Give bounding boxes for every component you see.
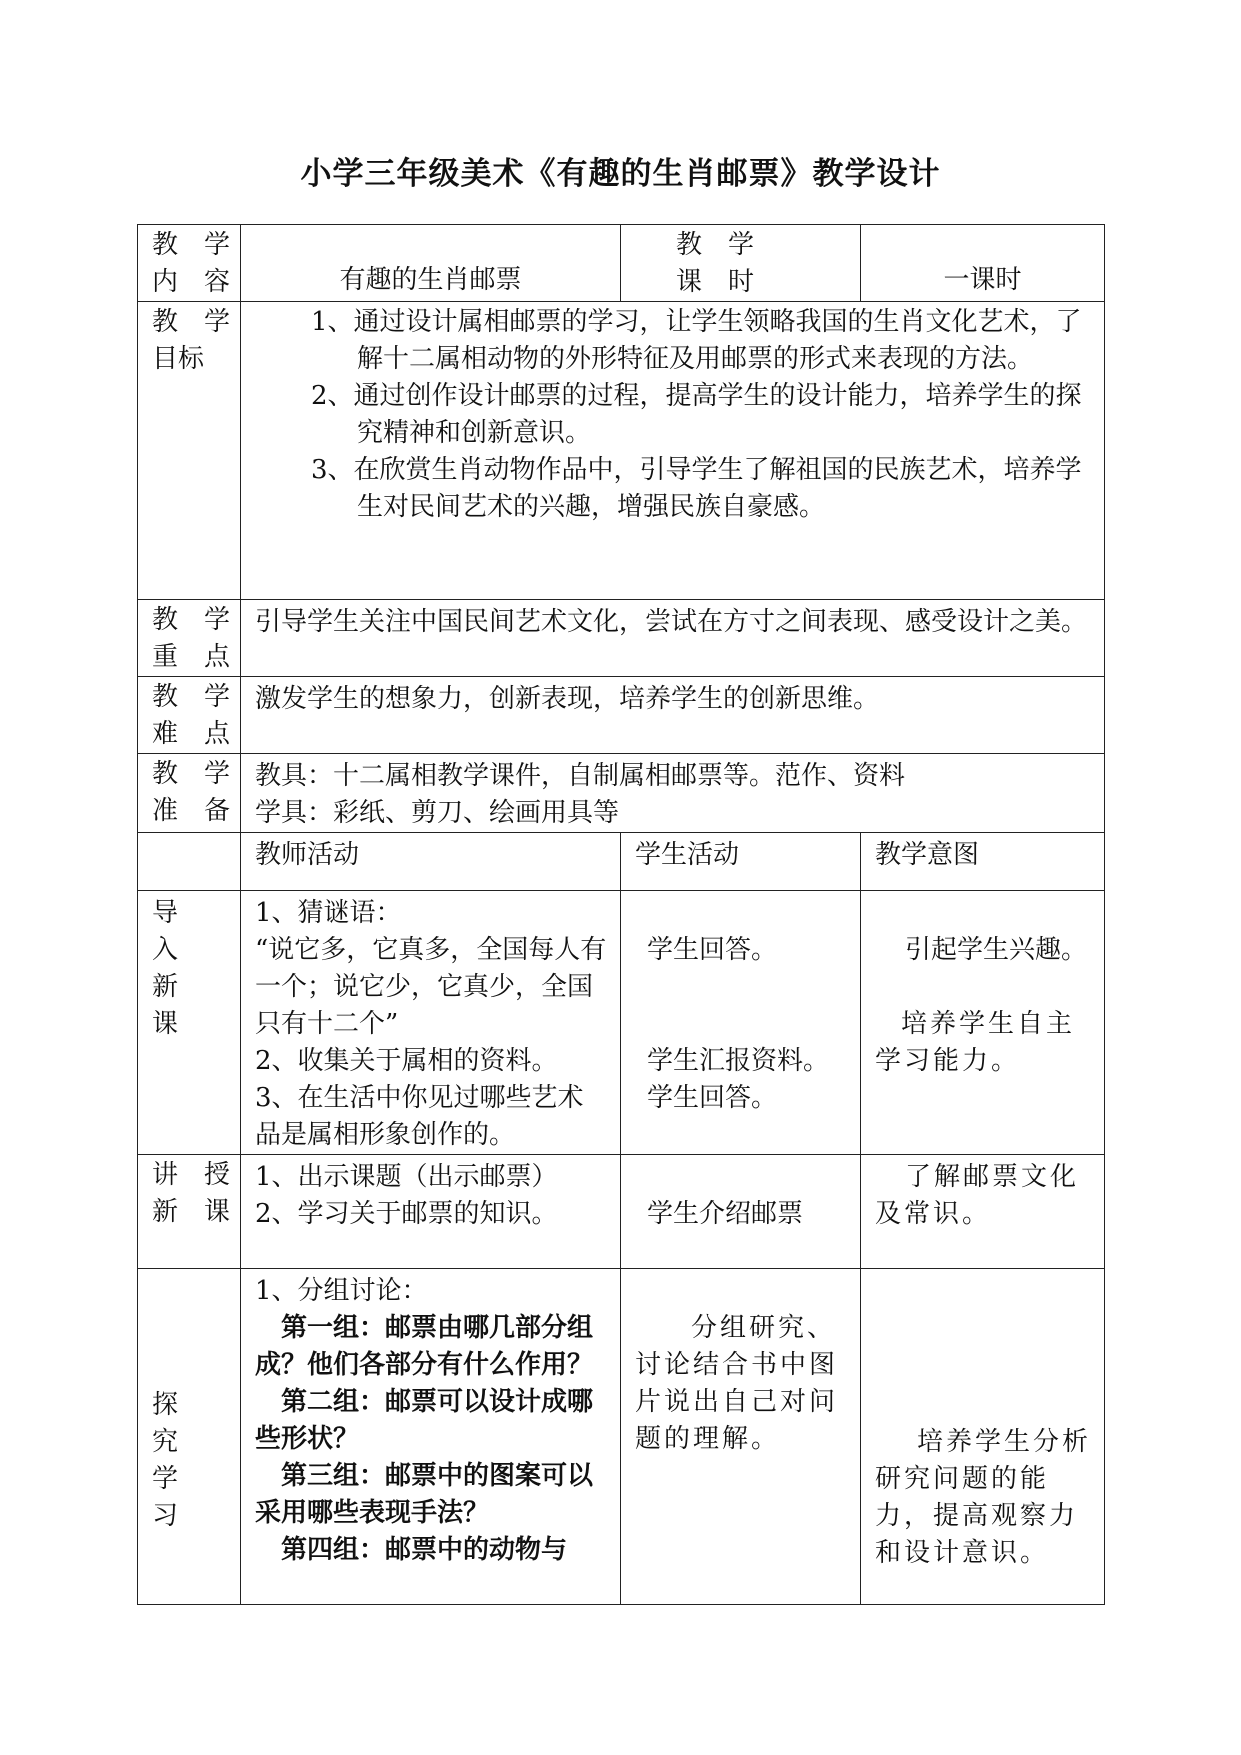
- key-points-text: 引导学生关注中国民间艺术文化，尝试在方寸之间表现、感受设计之美。: [241, 600, 1105, 677]
- label-explore: 探 究 学 习: [138, 1269, 241, 1605]
- goal-item-2: 2、通过创作设计邮票的过程，提高学生的设计能力，培养学生的探究精神和创新意识。: [311, 381, 1082, 448]
- explore-teacher: 1、分组讨论： 第一组：邮票由哪几部分组成？他们各部分有什么作用？ 第二组：邮票可以设计成哪些形状？ 第三组：邮票中的图案可以采用哪些表现手法？ 第四组：邮票中的动物与: [241, 1269, 621, 1605]
- group-2: 第二组：邮票可以设计成哪些形状？: [255, 1387, 594, 1454]
- explore-intent: 培养学生分析研究问题的能力，提高观察力和设计意识。: [861, 1269, 1105, 1605]
- group-1: 第一组：邮票由哪几部分组成？他们各部分有什么作用？: [255, 1313, 594, 1380]
- explore-student: 分组研究、讨论结合书中图片说出自己对问题的理解。: [621, 1269, 861, 1605]
- goal-item-1: 1、通过设计属相邮票的学习，让学生领略我国的生肖文化艺术，了解十二属相动物的外形特征及用邮票的形式来表现的方法。: [311, 307, 1082, 374]
- teach-intent: 了解邮票文化及常识。: [861, 1155, 1105, 1269]
- intro-teacher: 1、猜谜语： “说它多，它真多，全国每人有一个；说它少，它真少，全国只有十二个” 2、收集关于属相的资料。 3、在生活中你见过哪些艺术品是属相形象创作的。: [241, 891, 621, 1155]
- row-preparation: [138, 754, 1105, 833]
- row-goals: [138, 302, 1105, 600]
- group-3: 第三组：邮票中的图案可以采用哪些表现手法？: [255, 1461, 594, 1528]
- goal-item-3: 3、在欣赏生肖动物作品中，引导学生了解祖国的民族艺术，培养学生对民间艺术的兴趣，增强民族自豪感。: [311, 455, 1082, 522]
- intro-student: 学生回答。 学生汇报资料。 学生回答。: [621, 891, 861, 1155]
- preparation-text: 教具：十二属相教学课件，自制属相邮票等。范作、资料 学具：彩纸、剪刀、绘画用具等: [241, 754, 1105, 833]
- label-hours: 教 学 课 时: [621, 225, 861, 302]
- header-intent: 教学意图: [861, 833, 1105, 891]
- label-content: 教 学 内 容: [138, 225, 241, 302]
- lesson-plan-table: [137, 224, 1105, 1605]
- goals-content: [241, 302, 1105, 600]
- row-explore: [138, 1269, 1105, 1605]
- header-blank: [138, 833, 241, 891]
- hours-value: 一课时: [861, 225, 1105, 302]
- teach-teacher: 1、出示课题（出示邮票） 2、学习关于邮票的知识。: [241, 1155, 621, 1269]
- label-teach: 讲 授 新 课: [138, 1155, 241, 1269]
- row-teach: [138, 1155, 1105, 1269]
- header-teacher: 教师活动: [241, 833, 621, 891]
- content-value: 有趣的生肖邮票: [241, 225, 621, 302]
- row-key-points: [138, 600, 1105, 677]
- header-student: 学生活动: [621, 833, 861, 891]
- group-4: 第四组：邮票中的动物与: [281, 1535, 568, 1565]
- label-goals: 教 学 目标: [138, 302, 241, 600]
- row-column-headers: [138, 833, 1105, 891]
- intro-intent: 引起学生兴趣。 培养学生自主学习能力。: [861, 891, 1105, 1155]
- page-title: 小学三年级美术《有趣的生肖邮票》教学设计: [300, 156, 941, 192]
- row-intro: [138, 891, 1105, 1155]
- goals-list: [241, 302, 1104, 526]
- difficulties-text: 激发学生的想象力，创新表现，培养学生的创新思维。: [241, 677, 1105, 754]
- label-preparation: 教 学 准 备: [138, 754, 241, 833]
- label-intro: 导 入 新 课: [138, 891, 241, 1155]
- teach-student: 学生介绍邮票: [621, 1155, 861, 1269]
- row-difficulties: [138, 677, 1105, 754]
- label-key-points: 教 学 重 点: [138, 600, 241, 677]
- row-content: [138, 225, 1105, 302]
- label-difficulties: 教 学 难 点: [138, 677, 241, 754]
